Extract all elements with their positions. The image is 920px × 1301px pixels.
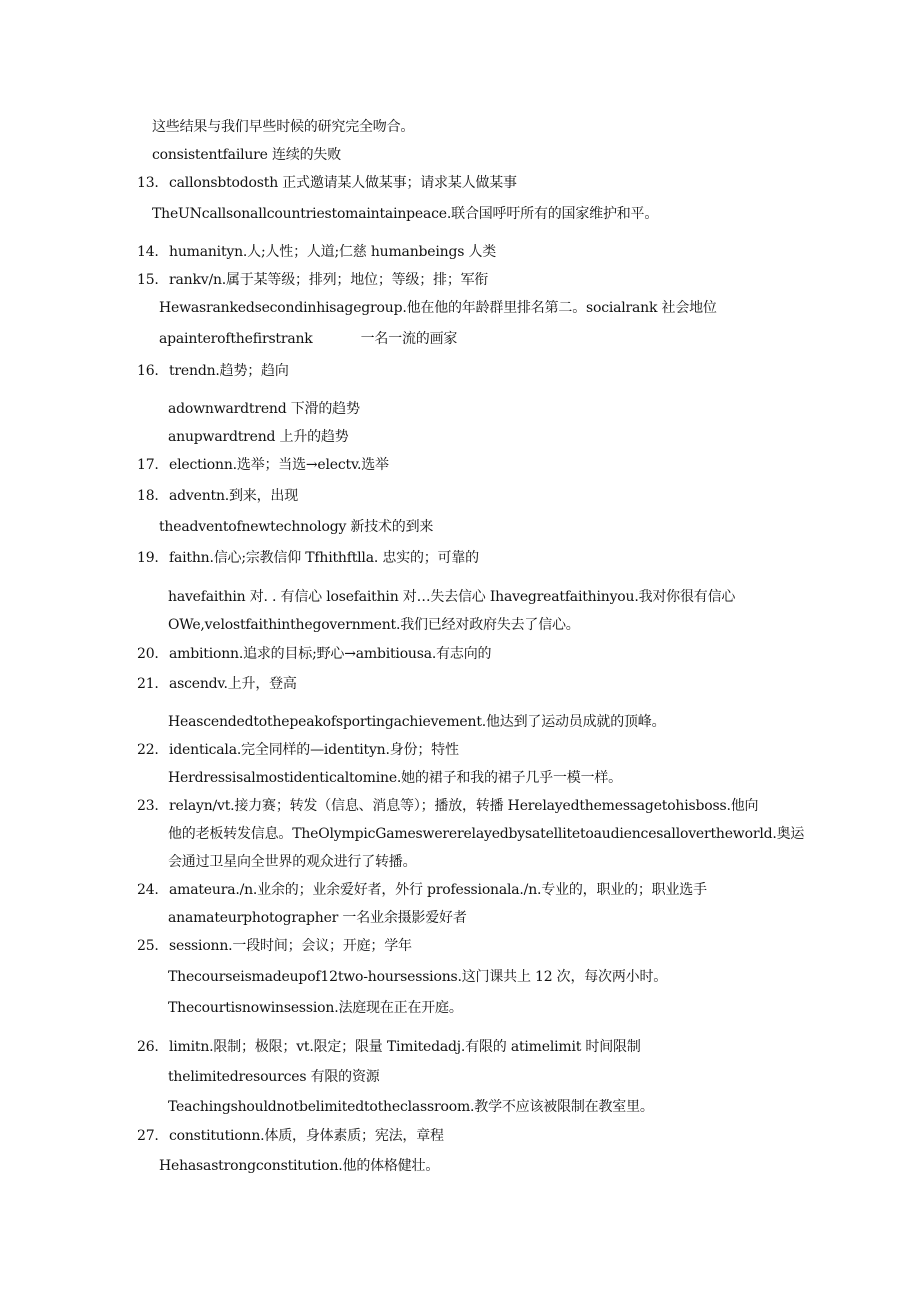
entry-text: trendn.趋势；趋向 xyxy=(169,363,289,379)
entry-number: 18. xyxy=(137,488,159,504)
text-line-content: Heascendedtothepeakofsportingachievement.他达到了运动员成就的顶峰。 xyxy=(168,714,666,730)
phrase-chinese: 一名一流的画家 xyxy=(360,331,458,347)
entry-number: 26. xyxy=(137,1039,159,1055)
entry-number: 13. xyxy=(137,175,159,191)
example-sentence xyxy=(168,713,665,731)
vocab-entry xyxy=(137,487,298,505)
text-line-content: adownwardtrend 下滑的趋势 xyxy=(168,401,360,417)
text-line-content: havefaithin 对. . 有信心 losefaithin 对…失去信心 Ihavegreatfaithinyou.我对你很有信心 xyxy=(168,589,736,605)
example-phrase xyxy=(168,428,349,446)
example-sentence xyxy=(168,616,580,634)
vocab-entry xyxy=(137,271,488,289)
entry-number: 25. xyxy=(137,938,159,954)
entry-number: 19. xyxy=(137,550,159,566)
phrase-english: apainterofthefirstrank xyxy=(159,331,313,347)
vocab-entry xyxy=(137,797,758,815)
entry-number: 23. xyxy=(137,798,159,814)
vocab-entry xyxy=(137,243,496,261)
text-line-content: consistentfailure 连续的失败 xyxy=(152,147,342,163)
example-sentence xyxy=(159,1157,439,1175)
text-line-content: 这些结果与我们早些时候的研究完全吻合。 xyxy=(152,119,415,135)
example-sentence xyxy=(168,1098,654,1116)
example-sentence xyxy=(168,769,622,787)
entry-text: ascendv.上升，登高 xyxy=(169,676,297,692)
entry-number: 14. xyxy=(137,244,159,260)
example-sentence xyxy=(168,999,463,1017)
text-line-content: anupwardtrend 上升的趋势 xyxy=(168,429,349,445)
vocab-entry xyxy=(137,174,517,192)
vocab-entry xyxy=(137,937,412,955)
text-line-content: Hehasastrongconstitution.他的体格健壮。 xyxy=(159,1158,440,1174)
example-phrase xyxy=(168,400,360,418)
entry-text: identicala.完全同样的—identityn.身份；特性 xyxy=(169,742,459,758)
entry-text: rankv∕n.属于某等级；排列；地位；等级；排；军衔 xyxy=(169,272,489,288)
vocab-entry xyxy=(137,741,459,759)
vocab-entry xyxy=(137,675,297,693)
entry-number: 15. xyxy=(137,272,159,288)
vocab-entry xyxy=(137,456,389,474)
vocab-entry xyxy=(137,645,491,663)
vocab-entry xyxy=(137,1038,641,1056)
entry-number: 27. xyxy=(137,1128,159,1144)
text-line xyxy=(168,825,804,843)
entry-number: 20. xyxy=(137,646,159,662)
example-phrase xyxy=(168,909,467,927)
text-line-content: anamateurphotographer 一名业余摄影爱好者 xyxy=(168,910,467,926)
text-line-content: Thecourtisnowinsession.法庭现在正在开庭。 xyxy=(168,1000,463,1016)
entry-text: faithn.信心;宗教信仰 Tfhithftlla. 忠实的；可靠的 xyxy=(169,550,479,566)
entry-text: adventn.到来，出现 xyxy=(169,488,299,504)
text-line-content: OWe,velostfaithinthegovernment.我们已经对政府失去了信心。 xyxy=(168,617,580,633)
text-line xyxy=(152,146,341,164)
entry-number: 24. xyxy=(137,882,159,898)
text-line xyxy=(152,118,414,136)
entry-number: 16. xyxy=(137,363,159,379)
example-sentence xyxy=(159,299,717,317)
entry-text: electionn.选举；当选→electv.选举 xyxy=(169,457,389,473)
entry-number: 22. xyxy=(137,742,159,758)
entry-text: constitutionn.体质，身体素质；宪法，章程 xyxy=(169,1128,444,1144)
example-sentence xyxy=(152,205,658,223)
example-phrase xyxy=(159,330,457,348)
entry-text: humanityn.人;人性；人道;仁慈 humanbeings 人类 xyxy=(169,244,497,260)
text-line-content: 他的老板转发信息。TheOlympicGameswererelayedbysatellitetoaudiencesallovertheworld.奥运 xyxy=(168,826,805,842)
vocab-entry xyxy=(137,881,707,899)
entry-number: 21. xyxy=(137,676,159,692)
vocab-entry xyxy=(137,1127,444,1145)
example-phrase xyxy=(168,1068,380,1086)
example-sentence xyxy=(168,968,667,986)
example-sentence xyxy=(168,588,735,606)
text-line-content: Herdressisalmostidenticaltomine.她的裙子和我的裙子几乎一模一样。 xyxy=(168,770,622,786)
entry-text: limitn.限制；极限；vt.限定；限量 Timitedadj.有限的 atimelimit 时间限制 xyxy=(169,1039,641,1055)
vocab-entry xyxy=(137,549,479,567)
entry-number: 17. xyxy=(137,457,159,473)
entry-text: relayn∕vt.接力赛；转发（信息、消息等）；播放，转播 Herelayedthemessagetohisboss.他向 xyxy=(169,798,759,814)
entry-text: callonsbtodosth 正式邀请某人做某事；请求某人做某事 xyxy=(169,175,517,191)
text-line-content: theadventofnewtechnology 新技术的到来 xyxy=(159,519,434,535)
text-line-content: Hewasrankedsecondinhisagegroup.他在他的年龄群里排名第二。socialrank 社会地位 xyxy=(159,300,717,316)
vocab-entry xyxy=(137,362,289,380)
text-line xyxy=(168,853,416,871)
entry-text: ambitionn.追求的目标;野心→ambitiousa.有志向的 xyxy=(169,646,492,662)
text-line-content: Thecourseismadeupof12two-hoursessions.这门课共上 12 次，每次两小时。 xyxy=(168,969,668,985)
example-phrase xyxy=(159,518,433,536)
entry-text: sessionn.一段时间；会议；开庭；学年 xyxy=(169,938,412,954)
text-line-content: Teachingshouldnotbelimitedtotheclassroom.教学不应该被限制在教室里。 xyxy=(168,1099,654,1115)
text-line-content: thelimitedresources 有限的资源 xyxy=(168,1069,380,1085)
text-line-content: 会通过卫星向全世界的观众进行了转播。 xyxy=(168,854,417,870)
text-line-content: TheUNcallsonallcountriestomaintainpeace.联合国呼吁所有的国家维护和平。 xyxy=(152,206,659,222)
entry-text: amateura./n.业余的；业余爱好者，外行 professionala./n.专业的，职业的；职业选手 xyxy=(169,882,707,898)
